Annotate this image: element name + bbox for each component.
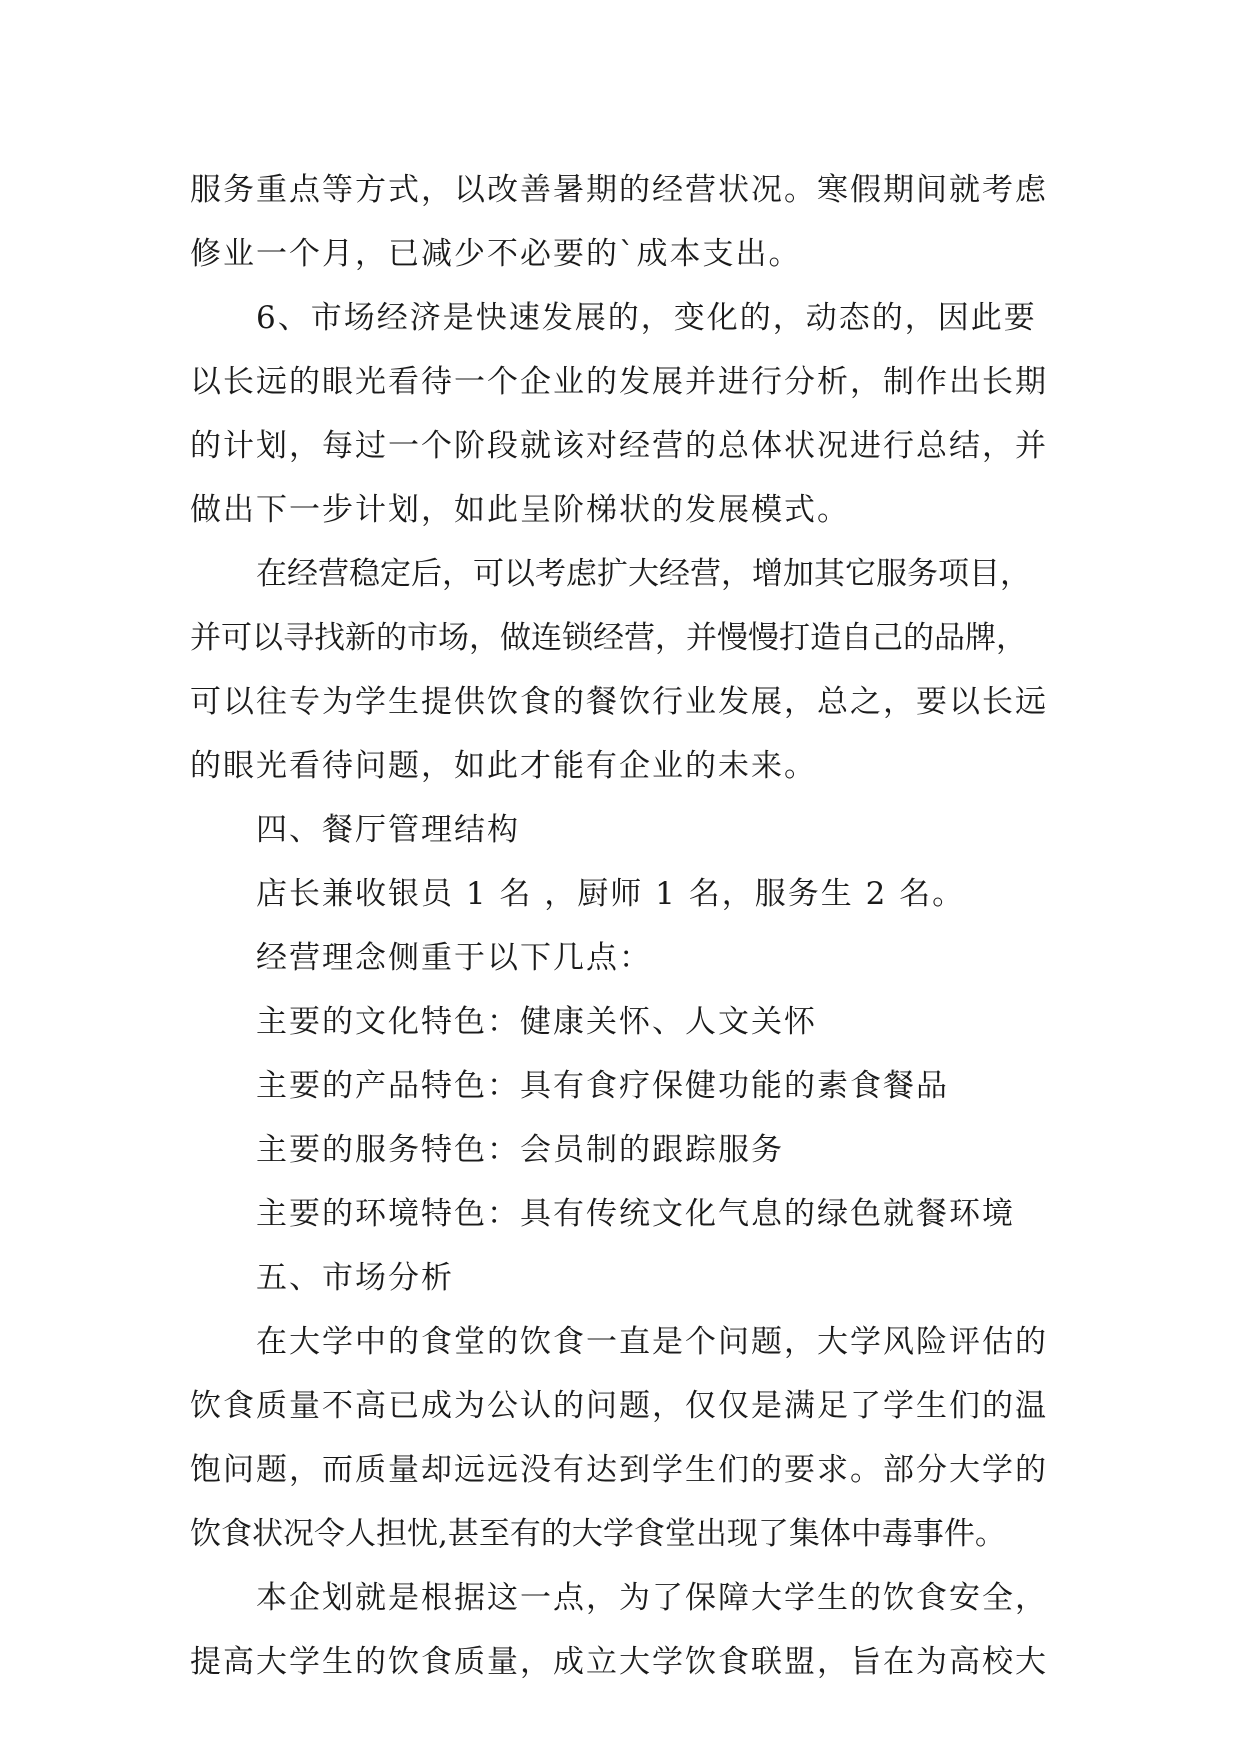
text-line: 主要的服务特色：会员制的跟踪服务 (256, 1132, 784, 1168)
text-line: 6、市场经济是快速发展的，变化的，动态的，因此要 (256, 300, 1037, 336)
text-line: 的眼光看待问题，如此才能有企业的未来。 (190, 748, 817, 784)
body-text (190, 158, 1060, 1694)
text-line: 经营理念侧重于以下几点： (256, 940, 652, 976)
text-line: 以长远的眼光看待一个企业的发展并进行分析，制作出长期 (190, 364, 1048, 400)
text-line: 主要的产品特色：具有食疗保健功能的素食餐品 (256, 1068, 949, 1104)
text-line: 主要的文化特色：健康关怀、人文关怀 (256, 1004, 817, 1040)
text-line: 饮食状况令人担忧,甚至有的大学食堂出现了集体中毒事件。 (190, 1516, 1006, 1552)
text-line: 饱问题，而质量却远远没有达到学生们的要求。部分大学的 (190, 1452, 1048, 1488)
text-line: 在大学中的食堂的饮食一直是个问题，大学风险评估的 (256, 1324, 1048, 1360)
text-line: 店长兼收银员 1 名 ，厨师 1 名，服务生 2 名。 (256, 876, 966, 912)
section-heading: 四、餐厅管理结构 (256, 812, 520, 848)
section-heading: 五、市场分析 (256, 1260, 454, 1296)
text-line: 服务重点等方式，以改善暑期的经营状况。寒假期间就考虑 (190, 172, 1048, 208)
text-line: 主要的环境特色：具有传统文化气息的绿色就餐环境 (256, 1196, 1015, 1232)
text-line: 在经营稳定后，可以考虑扩大经营，增加其它服务项目， (256, 556, 1031, 592)
text-line: 的计划，每过一个阶段就该对经营的总体状况进行总结，并 (190, 428, 1048, 464)
text-line: 提高大学生的饮食质量，成立大学饮食联盟，旨在为高校大 (190, 1644, 1048, 1680)
text-line: 饮食质量不高已成为公认的问题，仅仅是满足了学生们的温 (190, 1388, 1048, 1424)
text-line: 做出下一步计划，如此呈阶梯状的发展模式。 (190, 492, 850, 528)
text-line: 可以往专为学生提供饮食的餐饮行业发展，总之，要以长远 (190, 684, 1048, 720)
text-line: 修业一个月，已减少不必要的`成本支出。 (190, 236, 802, 272)
text-line: 并可以寻找新的市场，做连锁经营，并慢慢打造自己的品牌， (190, 620, 1027, 656)
text-line: 本企划就是根据这一点，为了保障大学生的饮食安全， (256, 1580, 1048, 1616)
